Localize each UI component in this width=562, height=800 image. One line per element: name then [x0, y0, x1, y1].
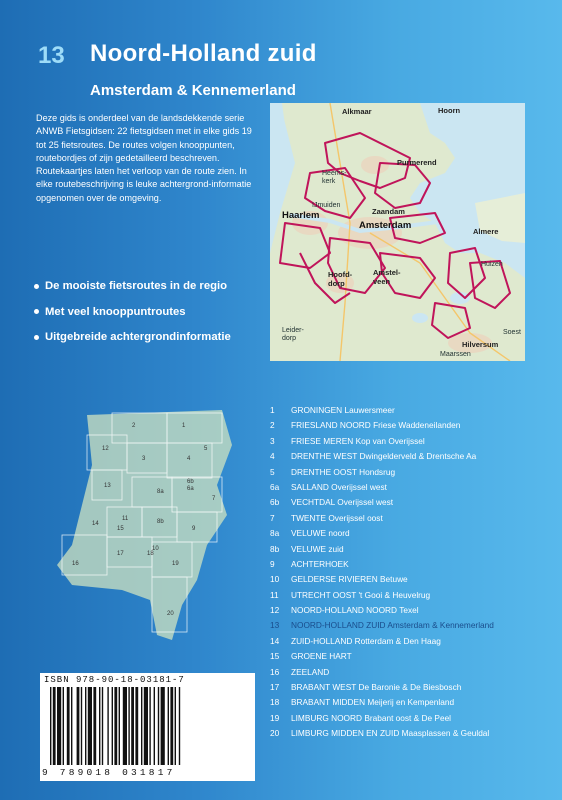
barcode-digits: 9 789018 031817	[42, 767, 176, 778]
overview-label: 13	[104, 483, 111, 489]
guide-item: 12 NOORD-HOLLAND NOORD Texel	[270, 605, 419, 616]
map-label-purmerend: Purmerend	[397, 158, 437, 167]
guide-item-current: 13 NOORD-HOLLAND ZUID Amsterdam & Kennemerland	[270, 620, 494, 631]
guide-item: 15 GROENE HART	[270, 651, 352, 662]
overview-label: 6a	[187, 486, 194, 492]
guide-item: 1 GRONINGEN Lauwersmeer	[270, 405, 395, 415]
overview-label: 11	[122, 516, 129, 522]
bullet-icon	[34, 309, 39, 314]
map-label-haarlem: Haarlem	[282, 210, 320, 221]
guide-item: 18 BRABANT MIDDEN Meijerij en Kempenland	[270, 697, 455, 708]
guide-item: 14 ZUID-HOLLAND Rotterdam & Den Haag	[270, 635, 441, 646]
map-label-huizen: Huizen	[481, 261, 503, 268]
overview-label: 9	[192, 526, 196, 532]
overview-label: 19	[172, 561, 179, 567]
map-label-heemskerk: Heems-kerk	[322, 170, 347, 185]
map-label-zaandam: Zaandam	[372, 207, 405, 216]
map-label-almere: Almere	[473, 227, 499, 236]
guide-number: 13	[38, 42, 65, 69]
map-label-leiderdorp: Leider-dorp	[282, 327, 304, 342]
map-label-alkmaar: Alkmaar	[342, 107, 372, 116]
guide-item: 6b VECHTDAL Overijssel west	[270, 497, 394, 508]
map-label-hoofddorp: Hoofd-dorp	[328, 270, 353, 288]
overview-label: 1	[182, 423, 186, 429]
guide-item: 6a SALLAND Overijssel west	[270, 481, 387, 492]
isbn-barcode	[40, 673, 255, 781]
map-label-amsterdam: Amsterdam	[359, 220, 412, 231]
overview-label: 20	[167, 611, 174, 617]
overview-label: 4	[187, 456, 191, 462]
map-label-maarssen: Maarssen	[440, 351, 471, 358]
guide-item: 4 DRENTHE WEST Dwingelderveld & Drentsche Aa	[270, 451, 477, 462]
overview-label: 16	[72, 561, 79, 567]
feature-list	[34, 280, 231, 357]
overview-label: 7	[212, 496, 216, 502]
bullet-icon	[34, 284, 39, 289]
page-title: Noord-Holland zuid	[90, 40, 317, 67]
guide-item: 7 TWENTE Overijssel oost	[270, 512, 383, 523]
page-subtitle: Amsterdam & Kennemerland	[90, 82, 296, 99]
overview-label: 8b	[157, 519, 164, 525]
guide-item: 3 FRIESE MEREN Kop van Overijssel	[270, 435, 425, 446]
guide-item: 8a VELUWE noord	[270, 528, 350, 539]
feature-item: De mooiste fietsroutes in de regio	[34, 280, 231, 292]
guide-item: 10 GELDERSE RIVIEREN Betuwe	[270, 574, 408, 585]
bullet-icon	[34, 335, 39, 340]
map-label-hoorn: Hoorn	[438, 106, 461, 115]
guide-item: 19 LIMBURG NOORD Brabant oost & De Peel	[270, 712, 452, 723]
overview-label: 3	[142, 456, 146, 462]
overview-label: 5	[204, 446, 208, 452]
guide-item: 8b VELUWE zuid	[270, 543, 344, 554]
map-label-soest: Soest	[503, 329, 521, 336]
guide-item: 9 ACHTERHOEK	[270, 558, 349, 569]
overview-map	[32, 405, 252, 640]
overview-label: 15	[117, 526, 124, 532]
overview-label: 12	[102, 446, 109, 452]
guide-item: 20 LIMBURG MIDDEN EN ZUID Maasplassen & Geuldal	[270, 728, 490, 739]
overview-label: 8a	[157, 489, 164, 495]
guide-list	[270, 405, 494, 744]
overview-label: 17	[117, 551, 124, 557]
feature-item: Uitgebreide achtergrondinformatie	[34, 331, 231, 343]
guide-item: 5 DRENTHE OOST Hondsrug	[270, 466, 396, 477]
guide-item: 2 FRIESLAND NOORD Friese Waddeneilanden	[270, 420, 461, 431]
isbn-text: ISBN 978-90-18-03181-7	[44, 675, 185, 685]
overview-label: 2	[132, 423, 136, 429]
map-label-amstelveen: Amstel-veen	[373, 268, 401, 286]
map-label-hilversum: Hilversum	[462, 340, 499, 349]
region-map	[270, 103, 525, 361]
map-label-ijmuiden: IJmuiden	[312, 202, 341, 209]
overview-label: 14	[92, 521, 99, 527]
guide-item: 16 ZEELAND	[270, 666, 330, 677]
guide-item: 11 UTRECHT OOST 't Gooi & Heuvelrug	[270, 589, 431, 600]
guide-item: 17 BRABANT WEST De Baronie & De Biesbosch	[270, 682, 462, 693]
overview-label: 10	[152, 546, 159, 552]
overview-label: 18	[147, 551, 154, 557]
barcode-bars	[40, 673, 255, 781]
intro-text: Deze gids is onderdeel van de landsdekkende serie ANWB Fietsgidsen: 22 fietsgidsen met in elke gids 19 tot 25 fietsroutes. De routes volgen knooppunten, routebordjes of zijn gedetailleerd beschreven. Routekaartjes laten het verloop van de route zien. In elke routebeschrijving is leuke achtergrond-informatie opgenomen over de omgeving.	[36, 113, 252, 203]
feature-item: Met veel knooppuntroutes	[34, 306, 231, 318]
overview-label: 6b	[187, 479, 194, 485]
